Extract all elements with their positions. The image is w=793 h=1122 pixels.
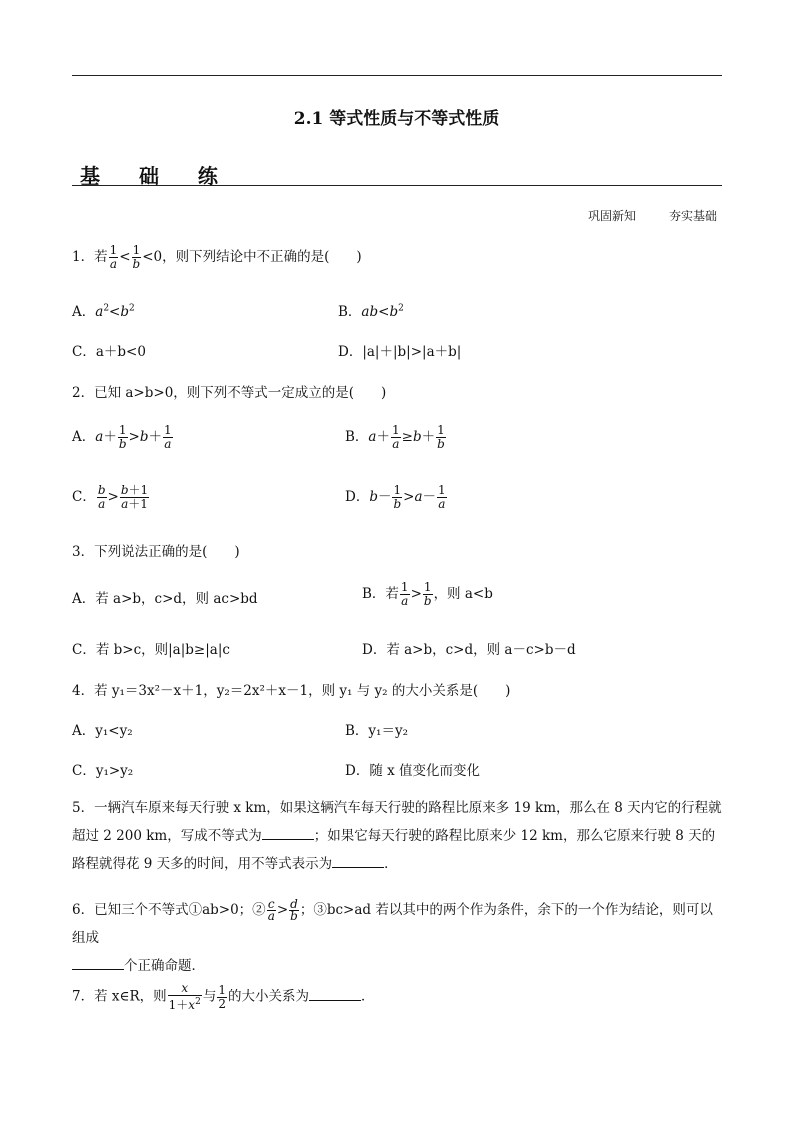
q1-option-c: C．a＋b<0	[72, 344, 146, 360]
tag-foundation: 夯实基础	[669, 209, 718, 223]
answer-blank[interactable]	[262, 827, 314, 840]
page-title: 2.1 等式性质与不等式性质	[293, 109, 500, 129]
q3-option-c: C．若 b>c，则|a|b≥|a|c	[72, 642, 230, 658]
q1-option-b: B．$ab<b^2$	[338, 303, 404, 320]
answer-blank[interactable]	[72, 957, 124, 970]
question-4: 4．若 y₁＝3x²－x＋1，y₂＝2x²＋x－1，则 y₁ 与 y₂ 的大小关系是( )	[72, 683, 511, 699]
q2-option-b: B．a＋ $\frac{1}{a}$ ≥b＋ $\frac{1}{b}$	[345, 423, 445, 451]
q4-option-a: A．y₁<y₂	[72, 723, 133, 739]
q2-option-d: D．b－ $\frac{1}{b}$ >a－ $\frac{1}{a}$	[345, 483, 446, 511]
question-7: 7．若 x∈R，则 $\frac{x}{1+x^2}$ 与 $\frac{1}{2}$ 的大小关系为 ．	[72, 981, 375, 1012]
q1-option-d: D．|a|＋|b|>|a＋b|	[338, 344, 462, 360]
section-rule	[72, 185, 722, 186]
q3-option-a: A．若 a>b，c>d，则 ac>bd	[72, 591, 258, 607]
q4-option-b: B．y₁＝y₂	[345, 723, 408, 739]
q4-option-d: D．随 x 值变化而变化	[345, 763, 481, 779]
q4-option-c: C．y₁>y₂	[72, 763, 134, 779]
answer-blank[interactable]	[332, 855, 384, 868]
tag-consolidate: 巩固新知	[588, 209, 637, 223]
answer-blank[interactable]	[309, 988, 361, 1001]
q2-option-a: A．a＋ $\frac{1}{b}$ >b＋ $\frac{1}{a}$	[72, 423, 172, 451]
top-rule	[72, 75, 722, 76]
fraction-1-over-a: $\frac{1}{a}$	[109, 243, 118, 271]
q3-option-d: D．若 a>b，c>d，则 a－c>b－d	[362, 642, 576, 658]
question-1: 1．若 $\frac{1}{a}$ < $\frac{1}{b}$ <0，则下列结论中不正确的是( )	[72, 243, 362, 271]
question-6: 6．已知三个不等式①ab>0；② $\frac{c}{a}$ > $\frac{d}{b}$ ；③bc>ad 若以其中的两个作为条件，余下的一个作为结论，则可以组成 个正确命题．	[72, 897, 713, 974]
question-3: 3．下列说法正确的是( )	[72, 544, 240, 560]
question-5: 5．一辆汽车原来每天行驶 x km，如果这辆汽车每天行驶的路程比原来多 19 km，那么在 8 天内它的行程就超过 2 200 km，写成不等式为 ；如果它每天行驶的路程比原来少 12 km，那么它原来行驶 8 天的路程就得花 9 天多的时间，用不等式表示为 ．	[72, 800, 722, 872]
q2-option-c: C． $\frac{b}{a}$ > $\frac{b+1}{a+1}$	[72, 483, 149, 511]
q3-option-b: B．若 $\frac{1}{a}$ > $\frac{1}{b}$ ，则 a<b	[362, 580, 493, 608]
question-2: 2．已知 a>b>0，则下列不等式一定成立的是( )	[72, 385, 387, 401]
fraction-1-over-b: $\frac{1}{b}$	[132, 243, 141, 271]
section-heading: 基 础 练	[80, 164, 234, 188]
q1-option-a: A．$a^2<b^2$	[72, 303, 135, 320]
